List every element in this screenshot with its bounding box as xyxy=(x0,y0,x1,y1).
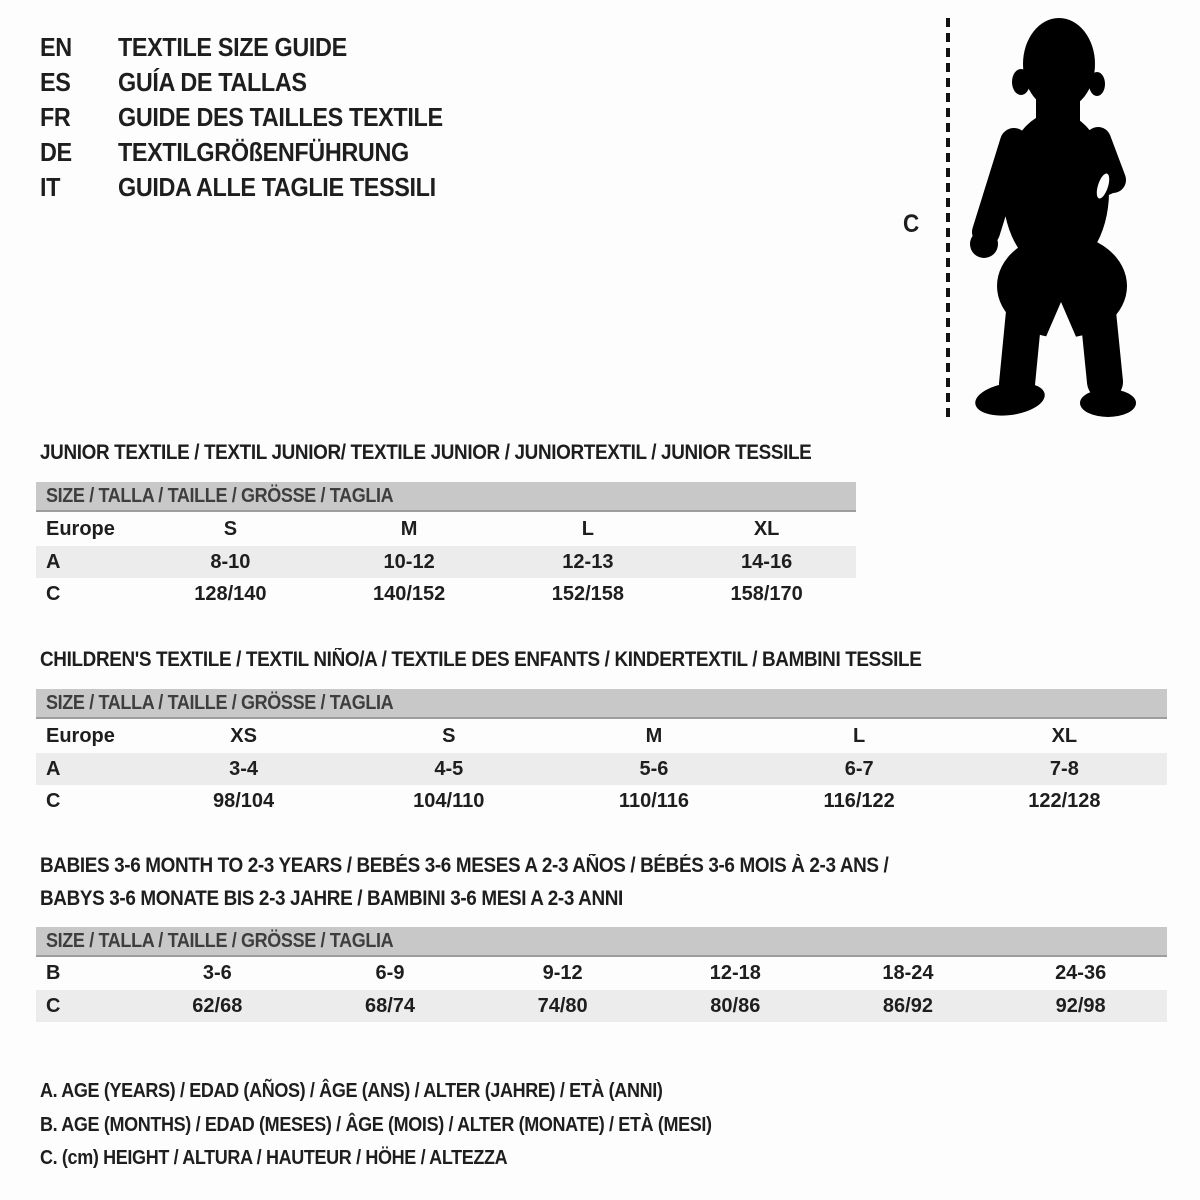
language-title-block xyxy=(40,30,479,205)
size-column-header: M xyxy=(645,724,663,747)
row-label-cell: B xyxy=(46,962,61,984)
value-cell: 12-18 xyxy=(709,962,761,984)
babies-title-line2: BABYS 3-6 MONATE BIS 2-3 JAHRE / BAMBINI 3-6 MESI A 2-3 ANNI xyxy=(40,887,623,910)
value-cell: 68/74 xyxy=(364,994,416,1017)
value-cell: 152/158 xyxy=(551,582,625,605)
children-size-header-bar xyxy=(36,689,1167,719)
height-measure-label: C xyxy=(903,210,919,238)
legend-line-b: B. AGE (MONTHS) / EDAD (MESES) / ÂGE (MOIS) / ALTER (MONATE) / ETÀ (MESI) xyxy=(40,1113,712,1136)
language-row-fr xyxy=(40,100,479,135)
value-cell: 18-24 xyxy=(882,962,934,984)
value-cell: 6-9 xyxy=(375,962,405,984)
babies-section-title xyxy=(40,849,983,915)
row-label-cell: A xyxy=(46,550,61,573)
language-code: ES xyxy=(40,67,71,97)
language-row-en xyxy=(40,30,479,65)
value-cell: 6-7 xyxy=(844,757,874,780)
value-cell: 10-12 xyxy=(383,550,435,573)
legend-line-a: A. AGE (YEARS) / EDAD (AÑOS) / ÂGE (ANS) / ALTER (JAHRE) / ETÀ (ANNI) xyxy=(40,1080,663,1102)
language-row-de xyxy=(40,135,479,170)
row-label-cell: A xyxy=(46,757,61,780)
value-cell: 122/128 xyxy=(1028,789,1101,812)
babies-size-header-bar xyxy=(36,927,1167,957)
size-column-header: S xyxy=(223,517,238,540)
value-cell: 4-5 xyxy=(434,757,464,780)
row-label-cell: C xyxy=(46,994,61,1017)
value-cell: 5-6 xyxy=(639,757,669,780)
size-column-header: S xyxy=(442,724,456,747)
table-row-age xyxy=(36,753,1167,785)
size-column-header: XS xyxy=(230,724,257,747)
size-column-header: XL xyxy=(753,517,780,540)
size-header-label: SIZE / TALLA / TAILLE / GRÖSSE / TAGLIA xyxy=(46,484,394,507)
value-cell: 116/122 xyxy=(823,789,895,812)
language-code: IT xyxy=(40,172,61,202)
row-label-cell: C xyxy=(46,582,61,605)
size-header-label: SIZE / TALLA / TAILLE / GRÖSSE / TAGLIA xyxy=(46,929,394,952)
babies-size-table xyxy=(36,927,1167,1022)
table-row-age xyxy=(36,546,856,578)
value-cell: 98/104 xyxy=(213,789,275,812)
size-header-label: SIZE / TALLA / TAILLE / GRÖSSE / TAGLIA xyxy=(46,691,394,714)
value-cell: 104/110 xyxy=(413,789,485,812)
language-title: GUIDA ALLE TAGLIE TESSILI xyxy=(118,172,436,202)
value-cell: 24-36 xyxy=(1055,962,1107,984)
value-cell: 62/68 xyxy=(192,994,243,1017)
language-code: FR xyxy=(40,102,71,132)
size-column-header: XL xyxy=(1051,724,1078,747)
value-cell: 74/80 xyxy=(537,994,588,1017)
language-row-es xyxy=(40,65,479,100)
value-cell: 7-8 xyxy=(1049,757,1079,780)
value-cell: 12-13 xyxy=(562,550,614,573)
value-cell: 8-10 xyxy=(210,550,251,573)
value-cell: 14-16 xyxy=(741,550,793,573)
language-title: TEXTILE SIZE GUIDE xyxy=(118,32,347,62)
table-row-height xyxy=(36,785,1167,817)
size-column-header: L xyxy=(581,517,594,540)
language-code: EN xyxy=(40,32,72,62)
junior-table xyxy=(36,512,856,610)
table-row-height xyxy=(36,578,856,610)
value-cell: 128/140 xyxy=(194,582,267,605)
language-title: GUIDE DES TAILLES TEXTILE xyxy=(118,102,443,132)
table-header-row xyxy=(36,512,856,546)
table-row-height xyxy=(36,990,1167,1022)
children-size-table xyxy=(36,689,1167,817)
value-cell: 3-4 xyxy=(229,757,259,780)
language-title: TEXTILGRÖßENFÜHRUNG xyxy=(118,137,409,167)
junior-size-header-bar xyxy=(36,482,856,512)
value-cell: 3-6 xyxy=(202,962,232,984)
language-code: DE xyxy=(40,137,72,167)
region-label-cell: Europe xyxy=(46,724,115,747)
value-cell: 110/116 xyxy=(618,789,690,812)
legend-line-c: C. (cm) HEIGHT / ALTURA / HAUTEUR / HÖHE / ALTEZZA xyxy=(40,1147,508,1169)
value-cell: 9-12 xyxy=(542,962,583,984)
table-row-age-months xyxy=(36,957,1167,990)
measurement-legend xyxy=(40,1075,786,1176)
junior-section-title: JUNIOR TEXTILE / TEXTIL JUNIOR/ TEXTILE JUNIOR / JUNIORTEXTIL / JUNIOR TESSILE xyxy=(40,441,812,464)
value-cell: 158/170 xyxy=(730,582,803,605)
toddler-silhouette-icon xyxy=(962,14,1142,419)
region-label-cell: Europe xyxy=(46,517,115,540)
babies-table xyxy=(36,957,1167,1022)
children-table xyxy=(36,719,1167,817)
table-header-row xyxy=(36,719,1167,753)
size-column-header: L xyxy=(853,724,866,747)
value-cell: 140/152 xyxy=(372,582,446,605)
size-column-header: M xyxy=(400,517,418,540)
value-cell: 86/92 xyxy=(882,994,933,1017)
value-cell: 80/86 xyxy=(710,994,761,1017)
language-title: GUÍA DE TALLAS xyxy=(118,67,307,97)
babies-title-line1: BABIES 3-6 MONTH TO 2-3 YEARS / BEBÉS 3-6 MESES A 2-3 AÑOS / BÉBÉS 3-6 MOIS À 2-3 ANS / xyxy=(40,854,889,877)
children-section-title: CHILDREN'S TEXTILE / TEXTIL NIÑO/A / TEXTILE DES ENFANTS / KINDERTEXTIL / BAMBINI TESSILE xyxy=(40,648,922,671)
junior-size-table xyxy=(36,482,856,610)
height-measure-dashed-line xyxy=(946,18,950,418)
row-label-cell: C xyxy=(46,789,61,812)
value-cell: 92/98 xyxy=(1055,994,1106,1017)
language-row-it xyxy=(40,170,479,205)
